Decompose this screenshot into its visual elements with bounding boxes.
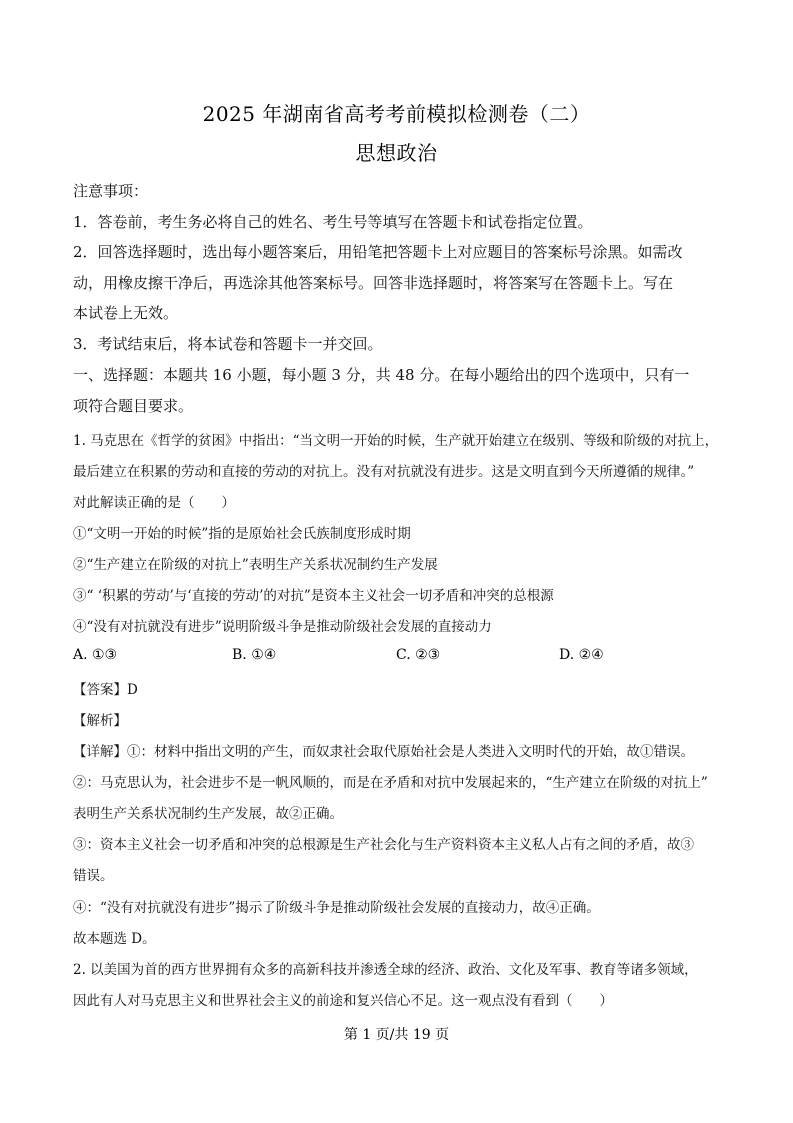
notice-item-2-line-3: 本试卷上无效。 xyxy=(73,304,179,322)
q1-option-d: D. ②④ xyxy=(559,647,604,663)
q1-statement-3: ③“ ‘积累的劳动’与‘直接的劳动’的对抗”是资本主义社会一切矛盾和冲突的总根源 xyxy=(73,588,554,604)
exam-title: 2025 年湖南省高考考前模拟检测卷（二） xyxy=(202,102,591,126)
q1-option-c: C. ②③ xyxy=(396,647,441,663)
q2-stem-line-1: 2. 以美国为首的西方世界拥有众多的高新科技并渗透全球的经济、政治、文化及军事、教育等诸多领域， xyxy=(73,962,698,978)
q1-detail-1: 【详解】①：材料中指出文明的产生，而奴隶社会取代原始社会是人类进入文明时代的开始，故①错误。 xyxy=(73,744,694,760)
q1-stem-line-1: 1. 马克思在《哲学的贫困》中指出：“当文明一开始的时候，生产就开始建立在级别、等级和阶级的对抗上， xyxy=(73,433,719,449)
q1-answer: 【答案】D xyxy=(73,682,138,698)
q1-detail-2-line-1: ②：马克思认为，社会进步不是一帆风顺的，而是在矛盾和对抗中发展起来的，“生产建立在阶级的对抗上” xyxy=(73,775,708,791)
notice-heading: 注意事项： xyxy=(73,182,149,200)
q1-detail-2-line-2: 表明生产关系状况制约生产发展，故②正确。 xyxy=(73,806,343,822)
q1-option-a: A. ①③ xyxy=(73,647,118,663)
section-heading-line-2: 项符合题目要求。 xyxy=(73,397,194,415)
q1-conclusion: 故本题选 D。 xyxy=(73,931,156,947)
q1-stem-line-3: 对此解读正确的是（ ） xyxy=(73,495,235,511)
q1-analysis-heading: 【解析】 xyxy=(73,713,127,729)
page-number: 第 1 页/共 19 页 xyxy=(343,1027,450,1043)
q1-detail-3-line-1: ③：资本主义社会一切矛盾和冲突的总根源是生产社会化与生产资料资本主义私人占有之间的矛盾，故③ xyxy=(73,837,694,853)
notice-item-2-line-2: 动，用橡皮擦干净后，再选涂其他答案标号。回答非选择题时，将答案写在答题卡上。写在 xyxy=(73,274,674,292)
notice-item-1: 1．答卷前，考生务必将自己的姓名、考生号等填写在答题卡和试卷指定位置。 xyxy=(73,213,593,231)
exam-subject: 思想政治 xyxy=(355,141,438,165)
q1-statement-4: ④“没有对抗就没有进步”说明阶级斗争是推动阶级社会发展的直接动力 xyxy=(73,619,492,635)
q1-statement-2: ②“生产建立在阶级的对抗上”表明生产关系状况制约生产发展 xyxy=(73,557,438,573)
q2-stem-line-2: 因此有人对马克思主义和世界社会主义的前途和复兴信心不足。这一观点没有看到（ ） xyxy=(73,993,613,1009)
q1-stem-line-2: 最后建立在积累的劳动和直接的劳动的对抗上。没有对抗就没有进步。这是文明直到今天所遵循的规律。” xyxy=(73,464,695,480)
q1-statement-1: ①“文明一开始的时候”指的是原始社会氏族制度形成时期 xyxy=(73,526,411,542)
section-heading-line-1: 一、选择题：本题共 16 小题，每小题 3 分，共 48 分。在每小题给出的四个选项中，只有一 xyxy=(73,366,690,384)
q1-detail-3-line-2: 错误。 xyxy=(73,868,114,884)
notice-item-3: 3．考试结束后，将本试卷和答题卡一并交回。 xyxy=(73,335,383,353)
notice-item-2-line-1: 2．回答选择题时，选出每小题答案后，用铅笔把答题卡上对应题目的答案标号涂黑。如需改 xyxy=(73,243,683,261)
q1-detail-4: ④：“没有对抗就没有进步”揭示了阶级斗争是推动阶级社会发展的直接动力，故④正确。 xyxy=(73,900,600,916)
q1-option-b: B. ①④ xyxy=(232,647,277,663)
